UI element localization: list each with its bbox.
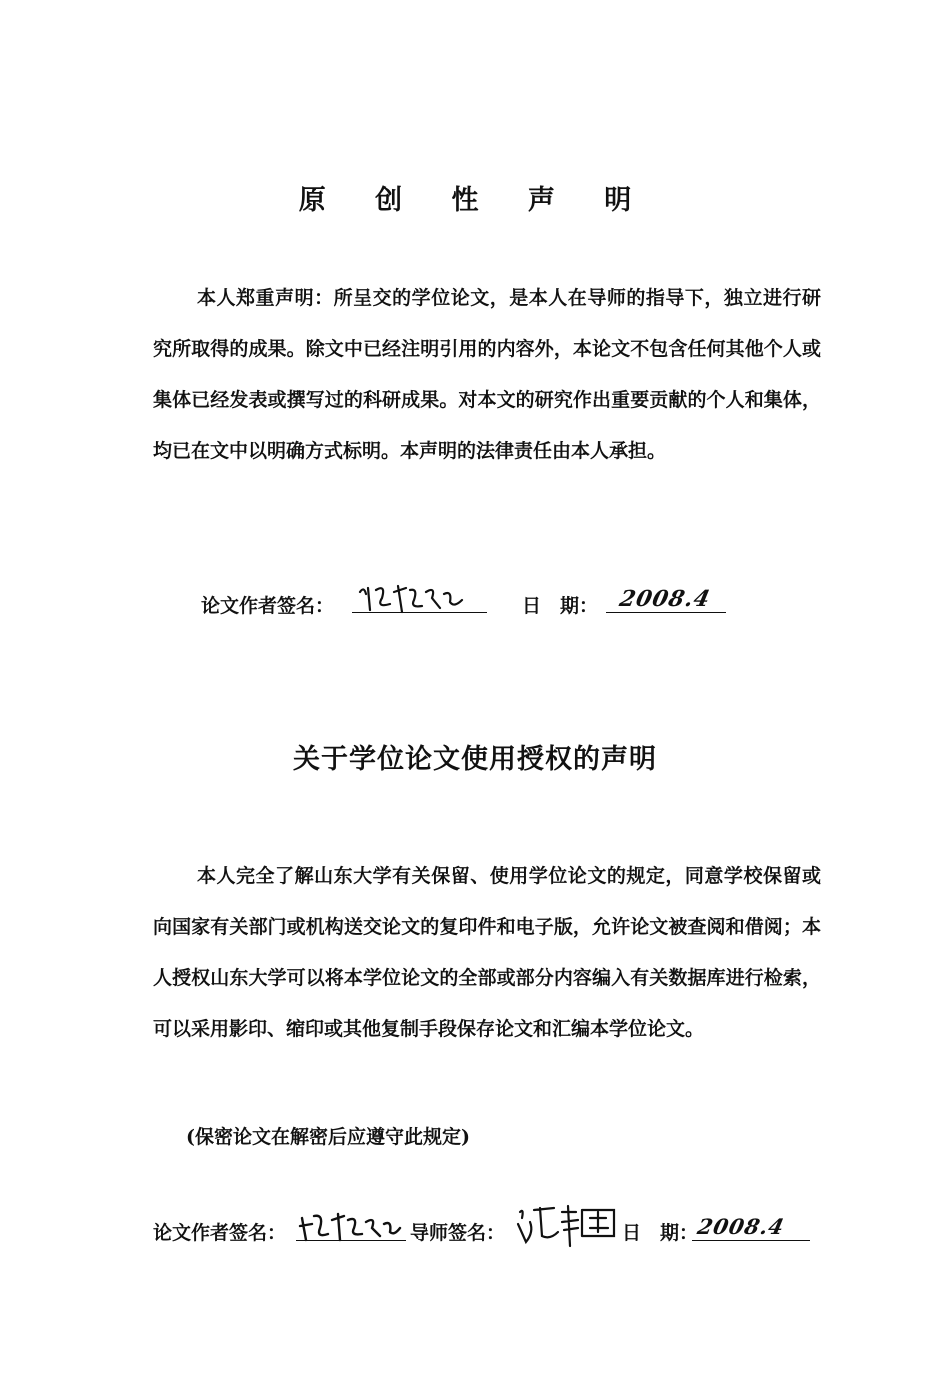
originality-title: 原 创 性 声 明 xyxy=(298,185,652,216)
advisor-signature-label: 导师签名： xyxy=(410,1222,506,1244)
authorization-title: 关于学位论文使用授权的声明 xyxy=(293,744,657,775)
authorization-date-row xyxy=(622,1218,698,1245)
authorization-body: 本人完全了解山东大学有关保留、使用学位论文的规定，同意学校保留或向国家有关部门或机构送交论文的复印件和电子版，允许论文被查阅和借阅；本人授权山东大学可以将本学位论文的全部或部分内容编入有关数据库进行检索，可以采用影印、缩印或其他复制手段保存论文和汇编本学位论文。 xyxy=(153,865,821,1040)
handwritten-date: 2008.4 xyxy=(695,1214,788,1239)
advisor-signature-row xyxy=(410,1218,505,1245)
date-label: 日 期： xyxy=(522,595,599,617)
handwritten-date: 2008.4 xyxy=(617,586,713,612)
authorization-author-signature-row xyxy=(153,1218,286,1245)
author-handwritten-signature xyxy=(356,582,476,616)
originality-author-signature-row xyxy=(201,591,334,618)
author-signature-label: 论文作者签名： xyxy=(153,1222,287,1244)
date-label: 日 期： xyxy=(622,1222,699,1244)
originality-body: 本人郑重声明：所呈交的学位论文，是本人在导师的指导下，独立进行研究所取得的成果。除文中已经注明引用的内容外，本论文不包含任何其他个人或集体已经发表或撰写过的科研成果。对本文的研究作出重要贡献的个人和集体，均已在文中以明确方式标明。本声明的法律责任由本人承担。 xyxy=(153,287,821,462)
originality-date-row xyxy=(522,591,598,618)
author-signature-label: 论文作者签名： xyxy=(201,595,335,617)
author-handwritten-signature xyxy=(298,1210,403,1244)
confidential-note: (保密论文在解密后应遵守此规定) xyxy=(186,1126,470,1148)
advisor-handwritten-signature xyxy=(514,1202,634,1248)
